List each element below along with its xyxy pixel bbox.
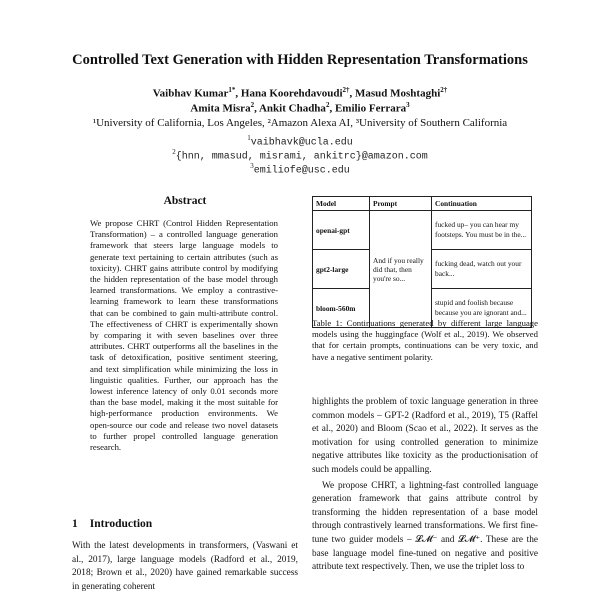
- author-name: Amita Misra: [190, 102, 251, 115]
- email-mark: 1: [247, 134, 251, 142]
- email-text: vaibhavk@ucla.edu: [250, 137, 353, 149]
- email-text: {hnn, mmasud, misrami, ankitrc}@amazon.com: [175, 151, 428, 163]
- continuations-table: [312, 196, 532, 328]
- model-cell: gpt2-large: [313, 250, 370, 289]
- continuation-cell: fucked up– you can hear my footsteps. You must be in the...: [432, 211, 532, 250]
- author-line-1: Vaibhav Kumar$^{1*}$, Hana Koorehdavoudi$^{2\dagger}$, Masud Moshtaghi$^{2\dagger}$: [152, 86, 448, 100]
- table-header-row: [313, 197, 532, 211]
- intro-body: With the latest developments in transformers, (Vaswani et al., 2017), large language models (Radford et al., 2019, 2018; Brown et al., 2020) have gained remarkable success in generating coherent: [72, 541, 298, 592]
- email-1: [0, 134, 600, 148]
- paragraph: We propose CHRT, a lightning-fast controlled language generation framework that gains attribute control by transforming the hidden representation of a base model through contrastively learned transformations. We first fine-tune two guider models – 𝓛𝓜⁻ and 𝓛𝓜⁺. These are the base language model fine-tuned on negative and positive attribute text respectively. Then, we use the triplet loss to: [312, 480, 538, 573]
- continuation-cell: stupid and foolish because because you are ignorant and...: [432, 289, 532, 328]
- paper-title: Controlled Text Generation with Hidden Representation Transformations: [72, 52, 528, 68]
- author-mark: 2†: [342, 86, 350, 94]
- table-header: Continuation: [432, 197, 532, 211]
- intro-heading: [72, 518, 152, 530]
- prompt-cell: And if you really did that, then you're so...: [370, 211, 432, 328]
- author-name: Vaibhav Kumar: [152, 87, 229, 100]
- author-mark: 3: [406, 101, 410, 109]
- email-2: [0, 148, 600, 162]
- author-mark: 2†: [440, 86, 448, 94]
- email-text: emiliofe@usc.edu: [253, 165, 350, 177]
- author-mark: 1*: [228, 86, 236, 94]
- continuation-cell: fucking dead, watch out your back...: [432, 250, 532, 289]
- paragraph: highlights the problem of toxic language generation in three common models – GPT-2 (Radford et al., 2019), T5 (Raffel et al., 2020) and Bloom (Scao et al., 2022). It serves as the motivation for using controlled generation to minimize negative attributes like toxicity as the productionisation of such models could be appalling.: [312, 397, 538, 475]
- model-cell: openai-gpt: [313, 211, 370, 250]
- author-line-2: Amita Misra$^2$, Ankit Chadha$^2$, Emilio Ferrara$^3$: [190, 101, 410, 115]
- section-title: Introduction: [89, 518, 153, 530]
- section-number: 1: [72, 518, 78, 530]
- right-column-body: [312, 396, 538, 575]
- email-3: [0, 162, 600, 176]
- model-cell: bloom-560m: [313, 289, 370, 328]
- email-mark: 2: [172, 148, 176, 156]
- author-name: Masud Moshtaghi: [355, 87, 441, 100]
- table-row: [313, 211, 532, 250]
- table-header: Model: [313, 197, 370, 211]
- affiliations: ¹University of California, Los Angeles, ²Amazon Alexa AI, ³University of Southern California: [92, 117, 508, 129]
- table-header: Prompt: [370, 197, 432, 211]
- author-name: Hana Koorehdavoudi: [240, 87, 343, 100]
- email-mark: 3: [250, 162, 254, 170]
- author-name: Ankit Chadha: [258, 102, 326, 115]
- author-name: Emilio Ferrara: [334, 102, 407, 115]
- author-mark: 2: [325, 101, 330, 109]
- abstract-heading: Abstract: [163, 195, 207, 207]
- table-caption: Table 1: Continuations generated by different large language models using the huggingface (Wolf et al., 2019). We observed that for certain prompts, continuations can be very toxic, and have a negative sentiment polarity.: [312, 318, 538, 362]
- author-mark: 2: [250, 101, 255, 109]
- abstract-body: We propose CHRT (Control Hidden Representation Transformation) – a controlled language generation framework that steers large language models to generate text pertaining to certain attributes (such as toxicity). CHRT gains attribute control by modifying the hidden representation of the base model through learned transformations. We employ a contrastive-learning framework to learn these transformations that can be combined to gain multi-attribute control. The effectiveness of CHRT is experimentally shown by comparing it with seven baselines over three attributes. CHRT outperforms all the baselines in the task of detoxification, positive sentiment steering, and text simplification while minimizing the loss in linguistic qualities. Further, our approach has the lowest inference latency of only 0.01 seconds more than the base model, making it the most suitable for high-performance production environments. We open-source our code and release two novel datasets to further propel controlled language generation research.: [90, 218, 278, 453]
